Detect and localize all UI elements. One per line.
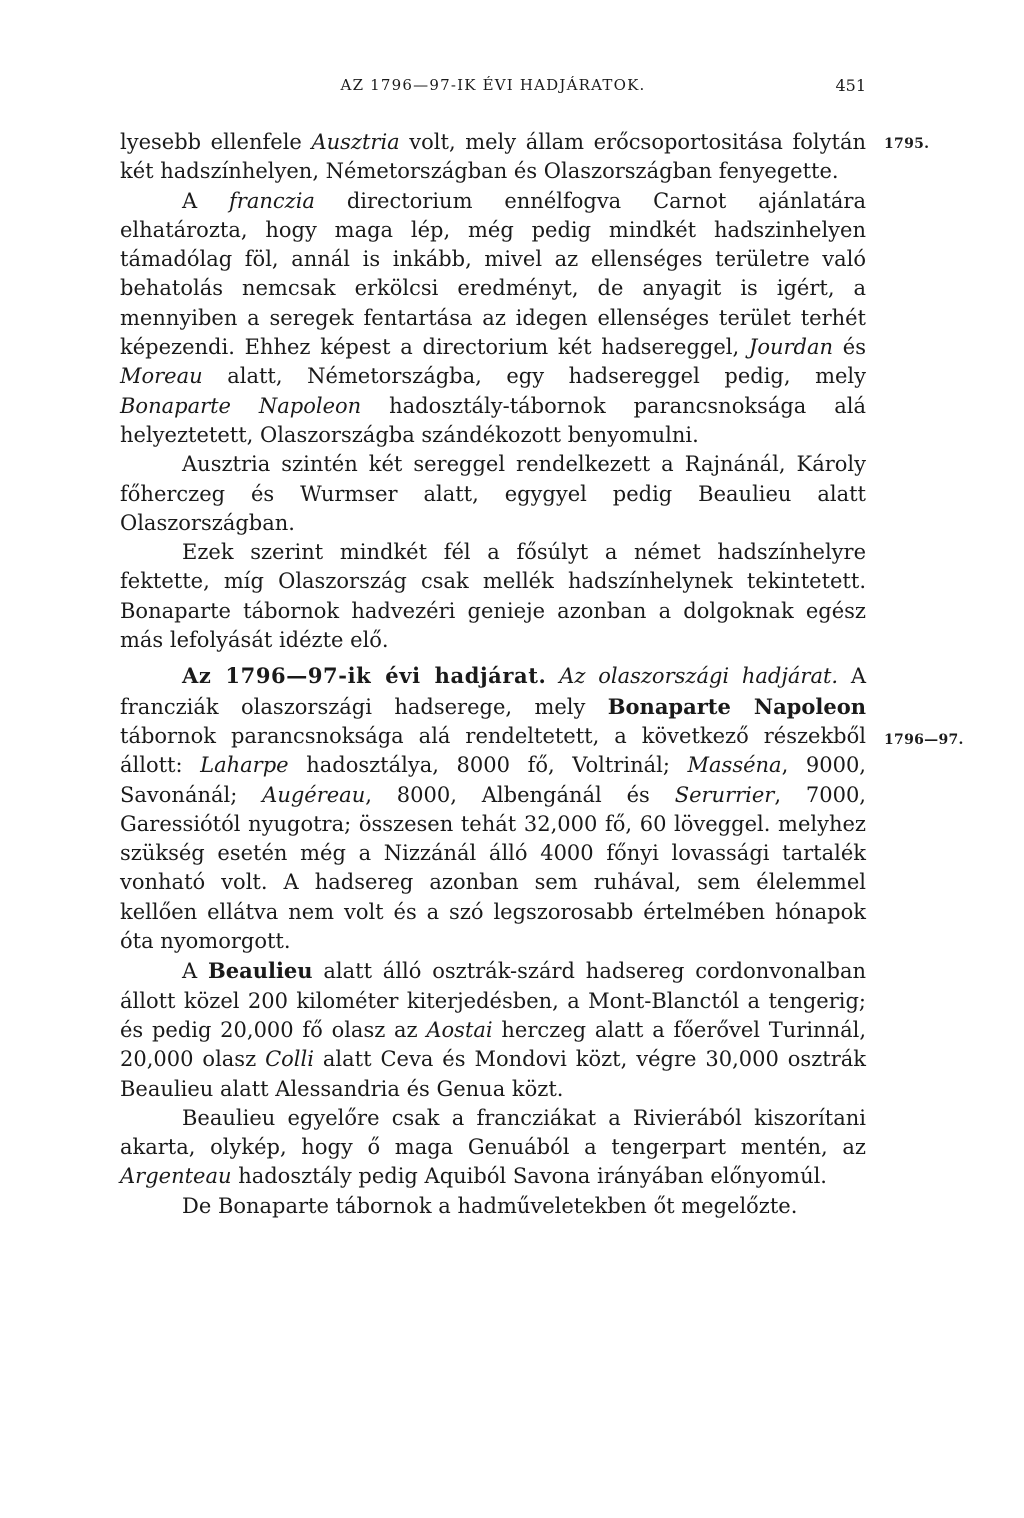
italic-name: Argenteau: [120, 1164, 232, 1189]
text-run: , 9000, Savonánál;: [120, 753, 866, 807]
running-head: [120, 76, 866, 100]
bold-name: Beaulieu: [207, 958, 313, 984]
text-run: herczeg alatt a főerővel Turinnál, 20,000 olasz: [120, 1017, 867, 1072]
text-run: A: [182, 959, 208, 984]
section-heading: Az 1796—97-ik évi hadjárat.: [182, 663, 547, 689]
body-text: [120, 128, 866, 1221]
paragraph-hadjarat: [120, 661, 866, 956]
italic-term: franczia: [229, 188, 315, 213]
text-run: A: [182, 188, 230, 213]
italic-name: Laharpe: [200, 753, 289, 778]
paragraph-directorium: [120, 187, 866, 451]
italic-name: Colli: [265, 1047, 314, 1072]
italic-name: Bonaparte Napoleon: [120, 393, 362, 418]
italic-term: Ausztria: [311, 130, 400, 154]
italic-name: Masséna: [687, 753, 782, 778]
paragraph-bonaparte: De Bonaparte tábornok a hadműveletekben őt megelőzte.: [182, 1193, 798, 1218]
text-run: és: [833, 335, 866, 360]
page-number: 451: [835, 76, 866, 95]
text-run: A francziák olaszországi hadserege, mely: [120, 664, 866, 719]
italic-name: Moreau: [120, 364, 203, 389]
italic-name: Aostai: [426, 1017, 493, 1042]
text-run: Beaulieu egyelőre csak a francziákat a Rivierából kiszorítani akarta, olykép, hogy ő maga Genuából a tengerpart mentén, az: [120, 1105, 866, 1160]
bold-name: Bonaparte Napoleon: [607, 693, 866, 719]
italic-name: Jourdan: [748, 335, 834, 360]
text-run: hadosztály pedig Aquiból Savona irányában előnyomúl.: [231, 1164, 827, 1189]
text-run: , 7000, Garessiótól nyugotra; összesen tehát 32,000 fő, 60 löveggel. melyhez szükség esetén még a Nizzánál álló 4000 főnyi lovassági tartalék vonható volt. A hadsereg azonban sem ruhával, sem élelemmel kellően ellátva nem volt és a szó legszorosabb értelmében hónapok óta nyomorgott.: [120, 782, 866, 954]
paragraph-fosuly: Ezek szerint mindkét fél a fősúlyt a német hadszínhelyre fektette, míg Olaszország csak mellék hadszínhelynek tekintetett. Bonaparte tábornok hadvezéri genieje azonban a dolgoknak egész más lefolyását idézte elő.: [120, 540, 866, 653]
text-run: lyesebb ellenfele: [120, 130, 312, 154]
text-run: directorium ennélfogva Carnot ajánlatára elhatározta, hogy maga lép, még pedig mindkét hadszinhelyen támadólag föl, annál is inkább, mivel az ellenséges területre való behatolás nemcsak erkölcsi eredményt, de anyagit is igért, a mennyiben a seregek fentartása az idegen ellenséges terület terhét képezendi. Ehhez képest a directorium két hadsereggel,: [120, 188, 866, 360]
text-run: alatt álló osztrák-szárd hadsereg cordonvonalban állott közel 200 kilométer kiterjedésben, a Mont-Blanctól a tengerig; és pedig 20,000 fő olasz az: [120, 959, 867, 1042]
text-run: alatt Ceva és Mondovi közt, végre 30,000 osztrák Beaulieu alatt Alessandria és Genua közt.: [120, 1047, 866, 1101]
text-run: tábornok parancsnoksága alá rendeltetett, a következő részekből állott:: [120, 723, 866, 778]
text-run: hadosztály-tábornok parancsnoksága alá helyeztetett, Olaszországba szándékozott benyomulni.: [120, 393, 866, 447]
paragraph-beaulieu-plan: [120, 1104, 866, 1192]
running-title: AZ 1796—97-IK ÉVI HADJÁRATOK.: [340, 76, 646, 94]
text-run: volt, mely állam erőcsoportositása folytán két hadszínhelyen, Németországban és Olaszországban fenyegette.: [120, 130, 866, 184]
italic-name: Augéreau: [262, 782, 366, 807]
margin-note-year-1795: 1795.: [884, 136, 930, 152]
paragraph-beaulieu-army: [120, 956, 866, 1103]
text-run: hadosztálya, 8000 fő, Voltrinál;: [288, 753, 688, 778]
paragraph-ausztria: Ausztria szintén két sereggel rendelkezett a Rajnánál, Károly főherczeg és Wurmser alatt, egygyel pedig Beaulieu alatt Olaszországban.: [120, 452, 866, 535]
section-subheading: Az olaszországi hadjárat.: [546, 664, 839, 689]
paragraph-continuation: [120, 128, 866, 187]
margin-note-year-1796-97: 1796—97.: [884, 732, 964, 748]
italic-name: Serurrier: [674, 782, 775, 807]
text-run: alatt, Németországba, egy hadsereggel pedig, mely: [202, 364, 866, 389]
text-run: , 8000, Albengánál és: [365, 782, 675, 807]
